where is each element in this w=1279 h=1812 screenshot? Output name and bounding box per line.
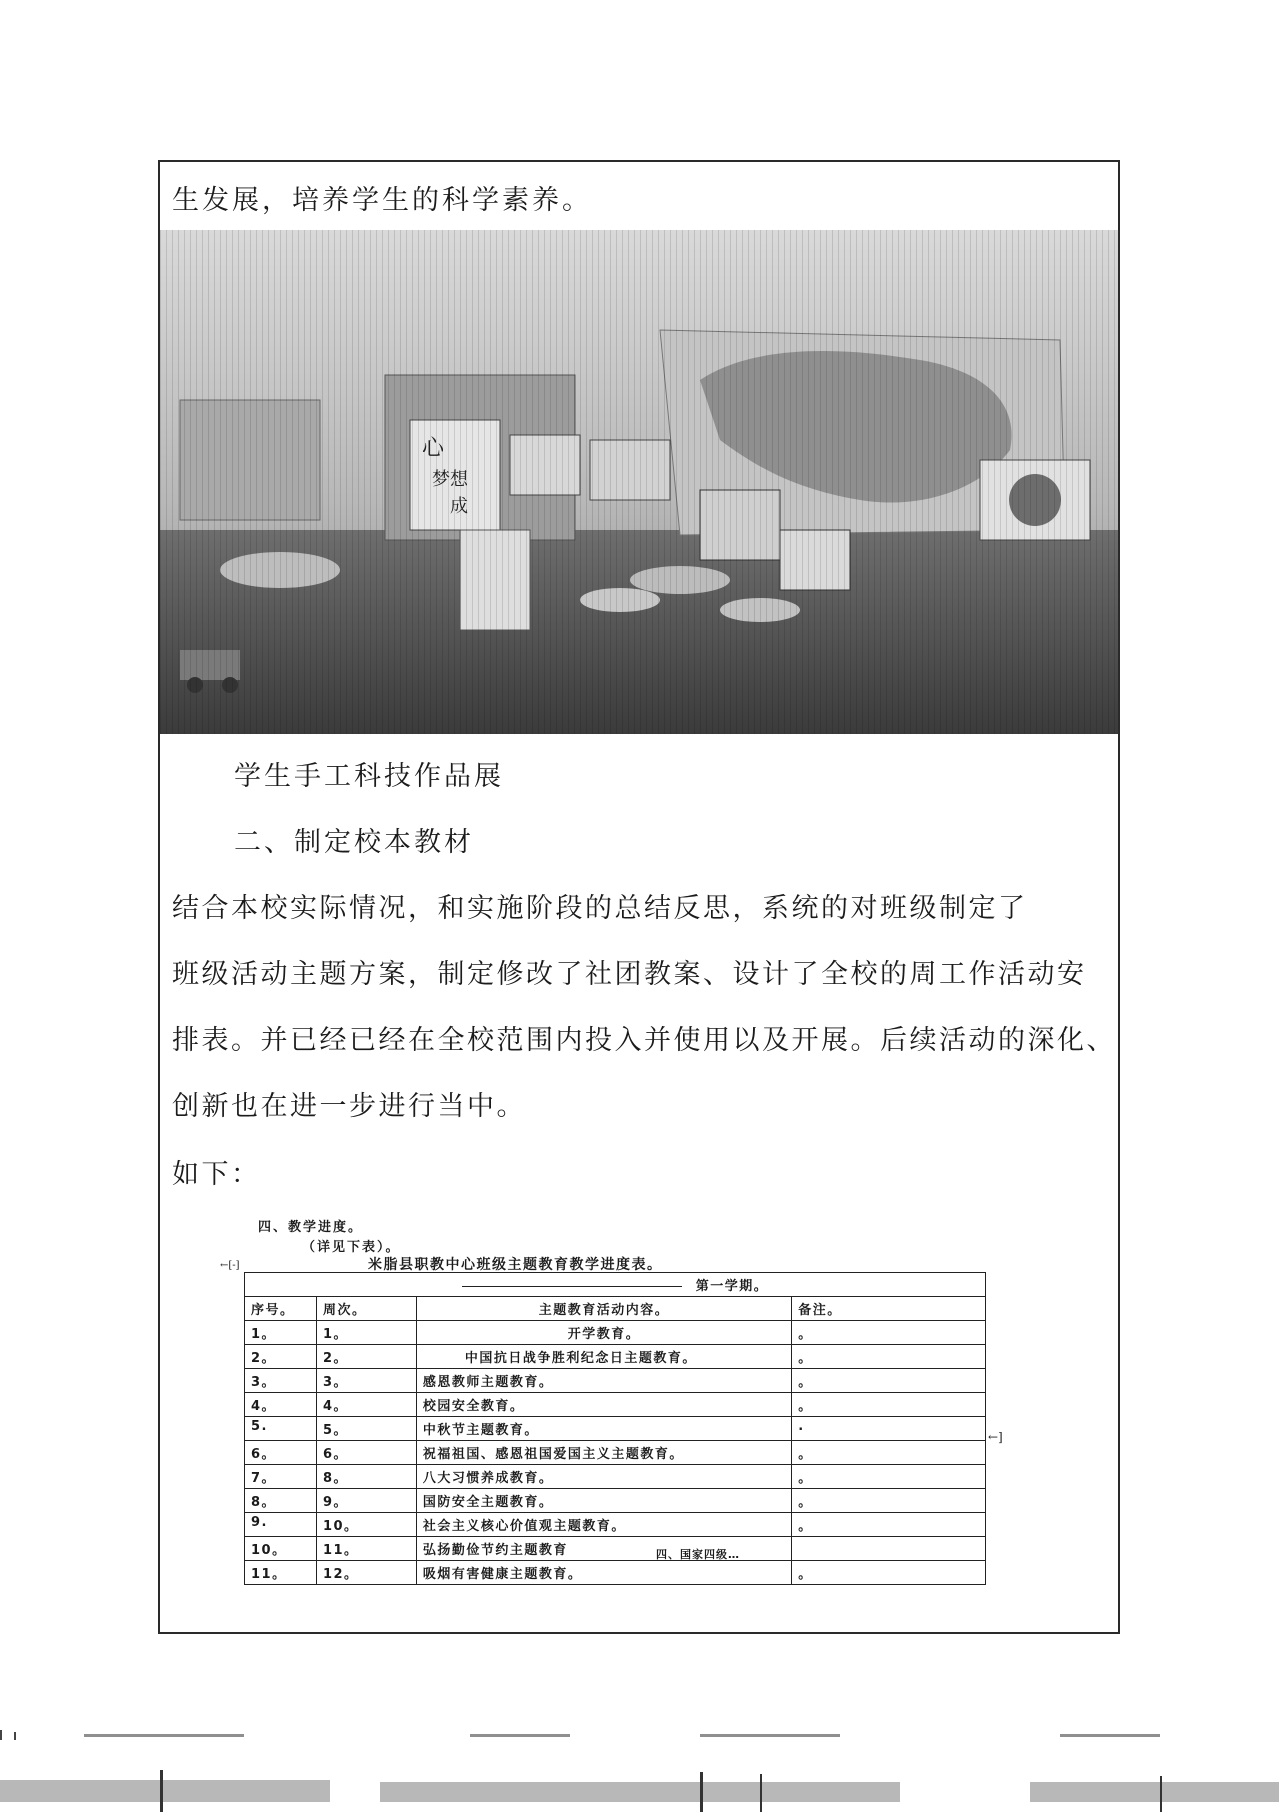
row-note: 。 — [792, 1345, 986, 1369]
paragraph-line-4: 创新也在进一步进行当中。 — [172, 1091, 526, 1122]
row-note: 。 — [792, 1561, 986, 1585]
row-week: 8。 — [316, 1465, 416, 1489]
row-no: 2。 — [245, 1345, 317, 1369]
row-note: 。 — [792, 1441, 986, 1465]
photo-caption: 学生手工科技作品展 — [234, 761, 504, 792]
row-week: 3。 — [316, 1369, 416, 1393]
row-note: 。 — [792, 1369, 986, 1393]
row-note: 。 — [792, 1513, 986, 1537]
table-row — [245, 1465, 986, 1489]
row-week: 9。 — [316, 1489, 416, 1513]
table-heading: 四、教学进度。 — [258, 1220, 364, 1235]
header-row — [245, 1297, 986, 1321]
row-week: 6。 — [316, 1441, 416, 1465]
col-header-content: 主题教育活动内容。 — [416, 1297, 791, 1321]
col-header-week: 周次。 — [316, 1297, 416, 1321]
term-label: 第一学期。 — [695, 1279, 769, 1294]
row-content: 吸烟有害健康主题教育。 — [416, 1561, 791, 1585]
photo-illustration — [160, 230, 1118, 734]
row-content: 八大习惯养成教育。 — [416, 1465, 791, 1489]
row-no: 10。 — [245, 1537, 317, 1561]
scan-noise-bottom — [0, 1770, 1279, 1812]
row-no: 11。 — [245, 1561, 317, 1585]
table-row — [245, 1417, 986, 1441]
row-content: 社会主义核心价值观主题教育。 — [416, 1513, 791, 1537]
row-content: 国防安全主题教育。 — [416, 1489, 791, 1513]
row-week: 2。 — [316, 1345, 416, 1369]
table-row — [245, 1321, 986, 1345]
row-no: 6。 — [245, 1441, 317, 1465]
table-row — [245, 1369, 986, 1393]
table-subheading: （详见下表）。 — [302, 1240, 401, 1255]
row-no: 3。 — [245, 1369, 317, 1393]
row-no: 5. — [245, 1417, 317, 1441]
row-week: 1。 — [316, 1321, 416, 1345]
col-header-no: 序号。 — [245, 1297, 317, 1321]
row-content: 感恩教师主题教育。 — [416, 1369, 791, 1393]
row-content: 校园安全教育。 — [416, 1393, 791, 1417]
table-side-mark: ←] — [988, 1430, 1003, 1444]
table-row — [245, 1441, 986, 1465]
section-title: 二、制定校本教材 — [234, 827, 474, 858]
row-week: 11。 — [316, 1537, 416, 1561]
term-row — [245, 1273, 986, 1297]
row-content: 中国抗日战争胜利纪念日主题教育。 — [416, 1345, 791, 1369]
row-note: 。 — [792, 1465, 986, 1489]
row-week: 5。 — [316, 1417, 416, 1441]
student-craft-photo — [160, 230, 1118, 734]
table-row — [245, 1561, 986, 1585]
row-note — [792, 1537, 986, 1561]
overlay-note: 四、国家四级… — [656, 1548, 740, 1561]
lead-in: 如下： — [172, 1159, 261, 1190]
row-note: 。 — [792, 1321, 986, 1345]
scan-noise-top — [0, 1712, 1279, 1752]
row-content: 开学教育。 — [416, 1321, 791, 1345]
row-no: 1。 — [245, 1321, 317, 1345]
row-note: 。 — [792, 1393, 986, 1417]
table-row — [245, 1393, 986, 1417]
row-content: 弘扬勤俭节约主题教育 — [416, 1537, 791, 1561]
col-header-note: 备注。 — [792, 1297, 986, 1321]
row-week: 12。 — [316, 1561, 416, 1585]
row-no: 9. — [245, 1513, 317, 1537]
table-row — [245, 1489, 986, 1513]
row-content: 中秋节主题教育。 — [416, 1417, 791, 1441]
table-corner-mark: ←[-] — [220, 1260, 240, 1271]
table-title: 米脂县职教中心班级主题教育教学进度表。 — [368, 1257, 663, 1273]
table-row — [245, 1345, 986, 1369]
row-no: 7。 — [245, 1465, 317, 1489]
schedule-table — [244, 1272, 986, 1585]
row-note: . — [792, 1417, 986, 1441]
row-no: 8。 — [245, 1489, 317, 1513]
row-note: 。 — [792, 1489, 986, 1513]
paragraph-line-2: 班级活动主题方案，制定修改了社团教案、设计了全校的周工作活动安 — [172, 959, 1087, 990]
row-no: 4。 — [245, 1393, 317, 1417]
table-row — [245, 1537, 986, 1561]
row-week: 4。 — [316, 1393, 416, 1417]
paragraph-line-3: 排表。并已经已经在全校范围内投入并使用以及开展。后续活动的深化、 — [172, 1025, 1116, 1056]
row-week: 10。 — [316, 1513, 416, 1537]
row-content: 祝福祖国、感恩祖国爱国主义主题教育。 — [416, 1441, 791, 1465]
table-row — [245, 1513, 986, 1537]
top-line: 生发展，培养学生的科学素养。 — [172, 185, 592, 216]
paragraph-line-1: 结合本校实际情况，和实施阶段的总结反思，系统的对班级制定了 — [172, 893, 1028, 924]
